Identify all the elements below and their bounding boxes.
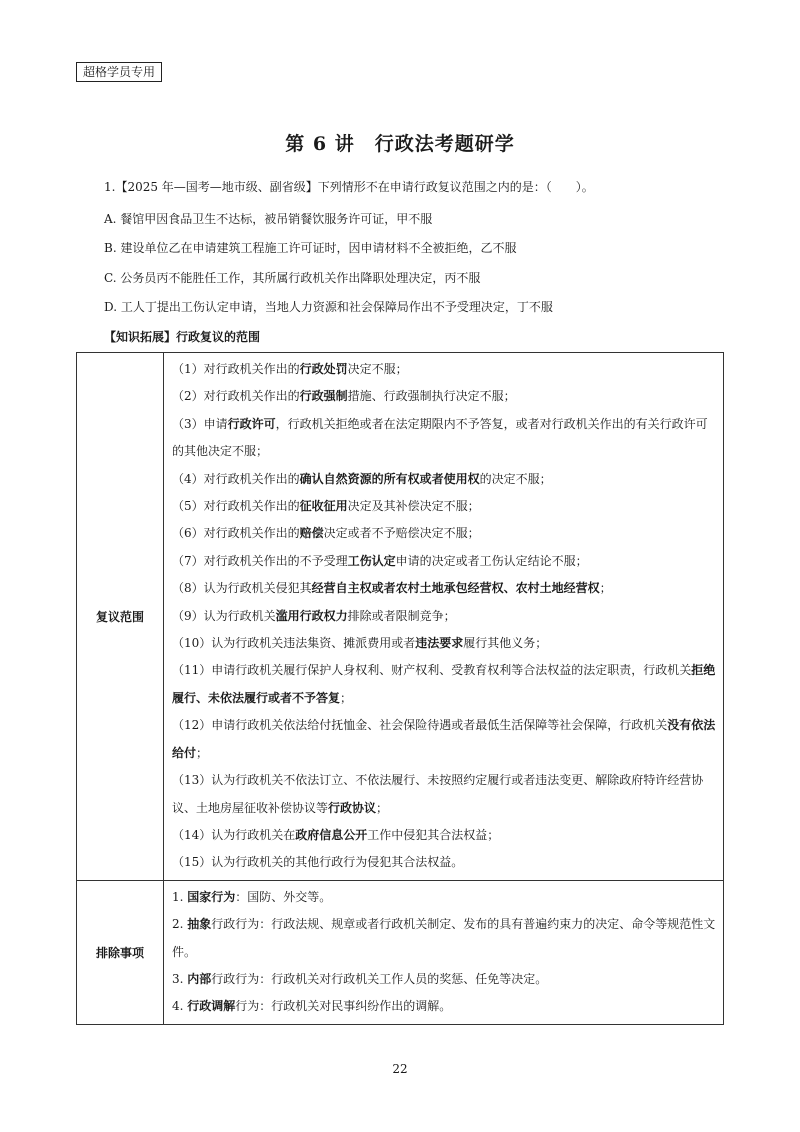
exclusion-item-text: 行政行为：行政法规、规章或者行政机关制定、发布的具有普遍约束力的决定、命令等规范性文件。 bbox=[172, 917, 716, 959]
scope-item-text: ； bbox=[196, 745, 209, 760]
scope-item-text: ； bbox=[340, 690, 353, 705]
scope-item-text: （6）对行政机关作出的 bbox=[172, 526, 300, 541]
scope-item-emphasis: 拒绝履行、未依法履行或者不予答复 bbox=[172, 663, 716, 705]
exclusion-content bbox=[164, 880, 724, 1024]
scope-item-emphasis: 政府信息公开 bbox=[295, 827, 368, 842]
scope-item-emphasis: 没有依法给付 bbox=[172, 718, 716, 760]
scope-label: 复议范围 bbox=[77, 353, 164, 881]
question-stem: 1.【2025 年—国考—地市级、副省级】下列情形不在申请行政复议范围之内的是：（ ）。 bbox=[104, 180, 594, 194]
exclusion-item-emphasis: 国家行为 bbox=[187, 889, 236, 904]
scope-item-text: （12）申请行政机关依法给付抚恤金、社会保险待遇或者最低生活保障等社会保障，行政机关 bbox=[172, 718, 668, 733]
scope-item-text: 履行其他义务； bbox=[463, 636, 548, 651]
scope-row bbox=[77, 353, 724, 881]
scope-item-text: 措施、行政强制执行决定不服； bbox=[347, 389, 516, 404]
scope-item-emphasis: 行政协议 bbox=[328, 800, 377, 815]
scope-item bbox=[172, 493, 717, 520]
scope-item-emphasis: 行政处罚 bbox=[299, 362, 348, 376]
scope-item bbox=[172, 822, 717, 849]
scope-item-text: （2）对行政机关作出的 bbox=[172, 389, 300, 404]
scope-item-emphasis: 行政许可 bbox=[227, 416, 276, 431]
exclusion-item bbox=[172, 911, 717, 966]
scope-content bbox=[164, 353, 724, 881]
scope-item-text: 决定或者不予赔偿决定不服； bbox=[323, 526, 480, 541]
header-tag: 超格学员专用 bbox=[76, 62, 162, 82]
page-number: 22 bbox=[392, 1062, 408, 1076]
scope-item-text: 申请的决定或者工伤认定结论不服； bbox=[395, 553, 588, 568]
option-c: C. 公务员丙不能胜任工作，其所属行政机关作出降职处理决定，丙不服 bbox=[104, 271, 481, 285]
exclusion-item-text: 行政行为：行政机关对行政机关工作人员的奖惩、任免等决定。 bbox=[211, 971, 548, 986]
scope-item bbox=[172, 411, 717, 466]
scope-item-text: （13）认为行政机关不依法订立、不依法履行、未按照约定履行或者违法变更、解除政府特许经营协议、土地房屋征收补偿协议等 bbox=[172, 773, 704, 815]
scope-item-text: ； bbox=[599, 581, 612, 596]
scope-item-text: 排除或者限制竞争； bbox=[347, 608, 456, 623]
scope-item bbox=[172, 657, 717, 712]
scope-item-text: （4）对行政机关作出的 bbox=[172, 471, 300, 486]
scope-item-text: （7）对行政机关作出的不予受理 bbox=[172, 553, 348, 568]
scope-item bbox=[172, 712, 717, 767]
scope-item-text: （11）申请行政机关履行保护人身权利、财产权利、受教育权利等合法权益的法定职责，行政机关 bbox=[172, 663, 692, 678]
scope-item-text: ； bbox=[376, 800, 389, 815]
scope-item-emphasis: 滥用行政权力 bbox=[275, 608, 348, 623]
scope-item-text: （8）认为行政机关侵犯其 bbox=[172, 581, 312, 596]
scope-item-text: （14）认为行政机关在 bbox=[172, 827, 296, 842]
scope-item bbox=[172, 575, 717, 602]
exclusion-item-text: 行为：行政机关对民事纠纷作出的调解。 bbox=[235, 999, 452, 1014]
scope-item-text: 的决定不服； bbox=[479, 471, 552, 486]
scope-item-emphasis: 赔偿 bbox=[299, 526, 324, 541]
scope-item-text: 工作中侵犯其合法权益； bbox=[367, 827, 500, 842]
exclusion-item-text: ：国防、外交等。 bbox=[235, 889, 332, 904]
exclusion-item bbox=[172, 993, 717, 1020]
scope-item bbox=[172, 520, 717, 547]
scope-item-text: 决定及其补偿决定不服； bbox=[347, 499, 480, 514]
exclusion-row bbox=[77, 880, 724, 1024]
scope-item-text: （9）认为行政机关 bbox=[172, 608, 276, 623]
scope-item-emphasis: 工伤认定 bbox=[347, 553, 396, 568]
option-b: B. 建设单位乙在申请建筑工程施工许可证时，因申请材料不全被拒绝，乙不服 bbox=[104, 241, 517, 255]
scope-item-emphasis: 经营自主权或者农村土地承包经营权、农村土地经营权 bbox=[311, 581, 600, 596]
scope-item-text: 决定不服； bbox=[347, 362, 408, 376]
exclusion-item-emphasis: 抽象 bbox=[187, 917, 212, 932]
exclusion-item-text: 4. bbox=[172, 999, 188, 1014]
scope-item-emphasis: 征收征用 bbox=[299, 499, 348, 514]
scope-item-emphasis: 违法要求 bbox=[415, 636, 464, 651]
scope-item bbox=[172, 603, 717, 630]
page-title: 第 6 讲 行政法考题研学 bbox=[285, 133, 515, 155]
scope-item-text: ，行政机关拒绝或者在法定期限内不予答复，或者对行政机关作出的有关行政许可的其他决定不服； bbox=[172, 416, 708, 459]
scope-item bbox=[172, 849, 717, 876]
exclusion-item-emphasis: 行政调解 bbox=[187, 999, 236, 1014]
scope-item bbox=[172, 630, 717, 657]
exclusion-label: 排除事项 bbox=[77, 880, 164, 1024]
scope-item-emphasis: 行政强制 bbox=[299, 389, 348, 404]
scope-item bbox=[172, 466, 717, 493]
scope-item bbox=[172, 356, 717, 383]
scope-item bbox=[172, 383, 717, 410]
scope-item bbox=[172, 548, 717, 575]
scope-item-text: （5）对行政机关作出的 bbox=[172, 499, 300, 514]
option-d: D. 工人丁提出工伤认定申请，当地人力资源和社会保障局作出不予受理决定，丁不服 bbox=[104, 300, 553, 314]
exclusion-item bbox=[172, 966, 717, 993]
exclusion-item-text: 3. bbox=[172, 971, 188, 986]
exclusion-item-emphasis: 内部 bbox=[187, 971, 212, 986]
scope-item-text: （15）认为行政机关的其他行政行为侵犯其合法权益。 bbox=[172, 855, 464, 870]
exclusion-item-text: 2. bbox=[172, 917, 188, 932]
scope-item bbox=[172, 767, 717, 822]
scope-item-text: （10）认为行政机关违法集资、摊派费用或者 bbox=[172, 636, 416, 651]
option-a: A. 餐馆甲因食品卫生不达标，被吊销餐饮服务许可证，甲不服 bbox=[104, 212, 433, 226]
scope-item-text: （1）对行政机关作出的 bbox=[172, 362, 300, 376]
scope-item-emphasis: 确认自然资源的所有权或者使用权 bbox=[299, 471, 480, 486]
scope-item-text: （3）申请 bbox=[172, 416, 228, 431]
exclusion-item-text: 1. bbox=[172, 889, 188, 904]
review-scope-table bbox=[76, 352, 724, 1025]
knowledge-extension-title: 【知识拓展】行政复议的范围 bbox=[104, 330, 261, 344]
exclusion-item bbox=[172, 884, 717, 911]
